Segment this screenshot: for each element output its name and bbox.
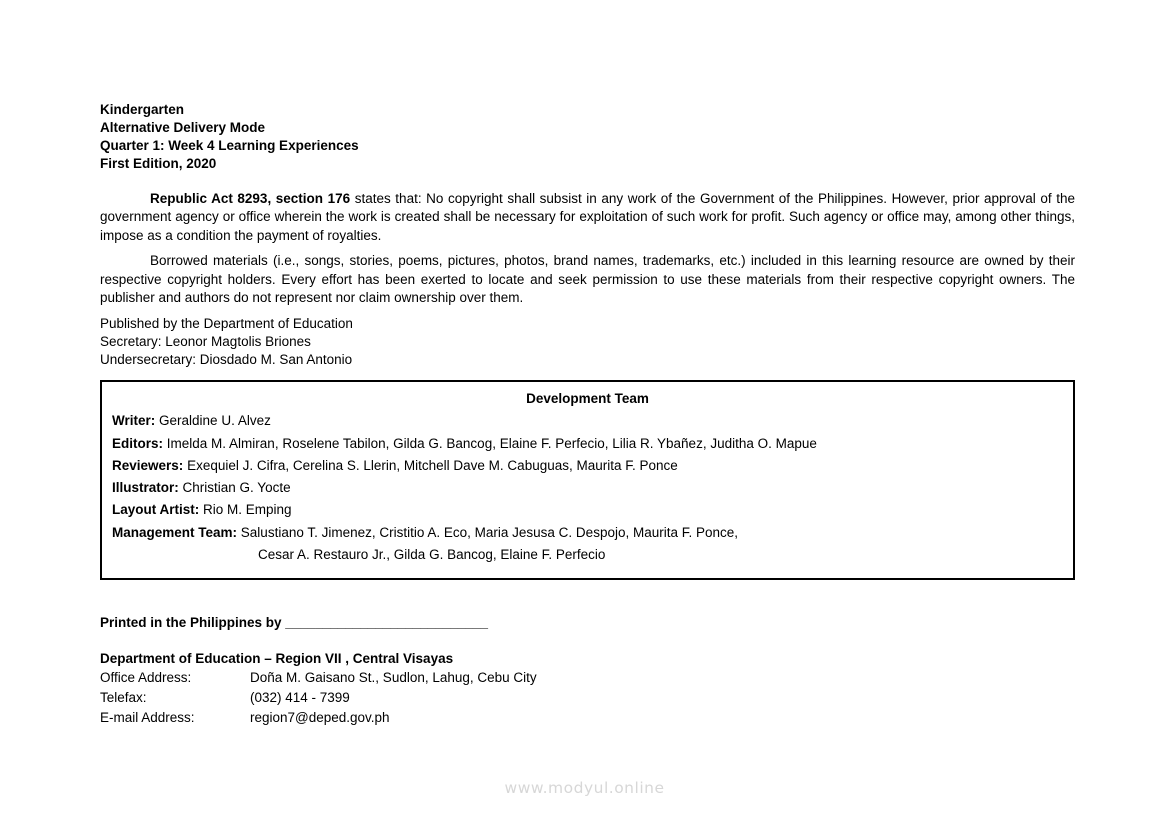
republic-act-lead: Republic Act 8293, section 176 [150, 191, 351, 206]
dev-row-management-team [112, 522, 1063, 544]
office-address-value: Doña M. Gaisano St., Sudlon, Lahug, Cebu City [250, 670, 537, 686]
reviewers-label: Reviewers: [112, 457, 184, 473]
contact-block [100, 668, 1075, 728]
telefax-label: Telefax: [100, 690, 147, 706]
copyright-paragraph-2: Borrowed materials (i.e., songs, stories, poems, pictures, photos, brand names, trademarks, etc.) included in this learning resource are owned by their respective copyright holders. Every effort has been exerted to locate and seek permission to use these materials from their respective copyright owners. The publisher and authors do not represent nor claim ownership over them. [100, 253, 1075, 306]
publisher-block [100, 315, 1075, 368]
office-title: Department of Education – Region VII , Central Visayas [100, 651, 454, 667]
dev-row-reviewers [112, 455, 1063, 477]
secretary-line: Secretary: Leonor Magtolis Briones [100, 334, 311, 350]
contact-row-office-address [100, 668, 1075, 688]
module-header [100, 0, 1075, 173]
management-team-line2: Cesar A. Restauro Jr., Gilda G. Bancog, Elaine F. Perfecio [258, 547, 606, 562]
layout-artist-value: Rio M. Emping [203, 502, 292, 518]
contact-row-email [100, 708, 1075, 728]
printed-blank-line: ___________________________ [285, 615, 488, 631]
email-value: region7@deped.gov.ph [250, 710, 390, 726]
printed-in-line [100, 614, 1075, 632]
development-team-box [100, 380, 1075, 580]
module-level: Kindergarten [100, 102, 185, 117]
writer-label: Writer: [112, 413, 156, 429]
contact-row-telefax [100, 688, 1075, 708]
editors-label: Editors: [112, 435, 164, 451]
development-team-title: Development Team [526, 391, 649, 407]
illustrator-value: Christian G. Yocte [182, 480, 291, 496]
writer-value: Geraldine U. Alvez [159, 413, 271, 429]
editors-value: Imelda M. Almiran, Roselene Tabilon, Gilda G. Bancog, Elaine F. Perfecio, Lilia R. Ybañez, Juditha O. Mapue [166, 435, 817, 451]
telefax-value: (032) 414 - 7399 [250, 690, 350, 706]
management-team-label: Management Team: [112, 524, 238, 540]
page-content [100, 0, 1075, 728]
published-by-line: Published by the Department of Education [100, 316, 353, 332]
undersecretary-line: Undersecretary: Diosdado M. San Antonio [100, 351, 353, 367]
republic-act-body: states that: No copyright shall subsist in any work of the Government of the Philippines. However, prior approval of the government agency or office wherein the work is created shall be necessary for exploitation of such work for profit. Such agency or office may, among other things, impose as a condition the payment of royalties. [100, 191, 1075, 243]
dev-row-editors [112, 433, 1063, 455]
reviewers-value: Exequiel J. Cifra, Cerelina S. Llerin, Mitchell Dave M. Cabuguas, Maurita F. Ponce [187, 457, 678, 473]
dev-row-layout-artist [112, 499, 1063, 521]
site-watermark: www.modyul.online [504, 779, 665, 797]
copyright-paragraph-1 [100, 190, 1075, 245]
layout-artist-label: Layout Artist: [112, 502, 200, 518]
dev-row-writer [112, 410, 1063, 432]
module-mode: Alternative Delivery Mode [100, 120, 266, 135]
module-quarter: Quarter 1: Week 4 Learning Experiences [100, 138, 359, 153]
printed-label: Printed in the Philippines by [100, 615, 286, 631]
dev-row-illustrator [112, 477, 1063, 499]
illustrator-label: Illustrator: [112, 480, 179, 496]
management-team-value: Salustiano T. Jimenez, Cristitio A. Eco, Maria Jesusa C. Despojo, Maurita F. Ponce, [240, 524, 739, 540]
email-label: E-mail Address: [100, 710, 195, 726]
module-edition: First Edition, 2020 [100, 156, 217, 171]
office-address-label: Office Address: [100, 670, 192, 686]
